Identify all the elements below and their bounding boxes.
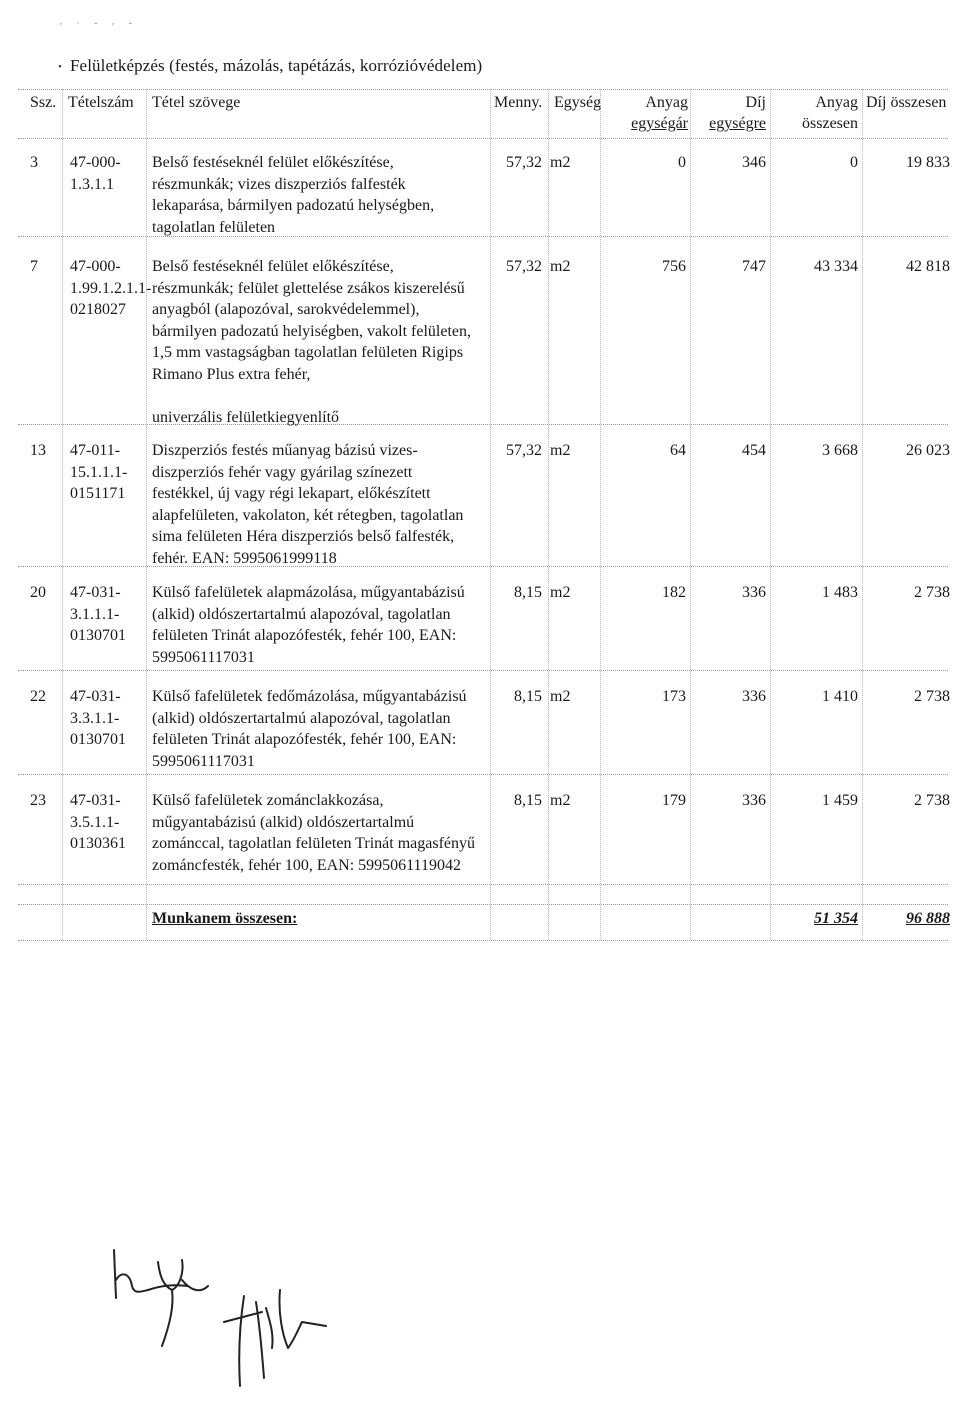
row-description: Belső festéseknél felület előkészítése, részmunkák; felület glettelése zsákos kiszerelésű anyagból (alapozóval, sarokvédelemmel), bármilyen padozatú helyiségben, vakolt felületen, 1,5 mm vastagságban tagolatlan felületen Rigips Rimano Plus extra fehér, univerzális felületkiegyenlítő <box>152 258 471 427</box>
row-dij-osszesen: 2 738 <box>914 584 950 601</box>
row-ssz: 3 <box>30 154 38 171</box>
row-anyag-osszesen: 1 483 <box>822 584 858 601</box>
row-anyag-osszesen: 3 668 <box>822 442 858 459</box>
row-ssz: 7 <box>30 258 38 275</box>
header-anyag-egysegar: Anyag egységár <box>631 94 688 132</box>
column-rule <box>770 89 771 940</box>
rule <box>18 774 948 775</box>
row-tetelszam: 47-000- 1.3.1.1 <box>70 154 121 193</box>
header-menny: Menny. <box>494 94 543 111</box>
header-egyseg: Egység <box>554 94 602 111</box>
scan-specks: ' ` ˇ ʹ ˇ <box>60 22 138 33</box>
total-label: Munkanem összesen: <box>152 910 298 927</box>
row-anyag-egysegar: 173 <box>662 688 686 705</box>
rule <box>18 940 948 941</box>
row-description: Diszperziós festés műanyag bázisú vizes- diszperziós fehér vagy gyárilag színezett festékkel, új vagy régi lekapart, előkészített alapfelületen, vakolaton, két rétegben, tagolatlan sima felületen Héra diszperziós belső falfesték, fehér. EAN: 5995061999118 <box>152 442 464 567</box>
row-dij-osszesen: 19 833 <box>906 154 950 171</box>
row-menny: 8,15 <box>514 792 542 809</box>
row-tetelszam: 47-031- 3.3.1.1- 0130701 <box>70 688 126 749</box>
row-description: Külső fafelületek fedőmázolása, műgyantabázisú (alkid) oldószertartalmú alapozóval, tagolatlan felületen Trinát alapozófesték, fehér 100, EAN: 5995061117031 <box>152 688 467 770</box>
column-rule <box>62 89 63 940</box>
row-anyag-egysegar: 64 <box>670 442 686 459</box>
signature-icon <box>222 1282 332 1392</box>
row-tetelszam: 47-031- 3.1.1.1- 0130701 <box>70 584 126 645</box>
row-anyag-egysegar: 182 <box>662 584 686 601</box>
row-anyag-egysegar: 179 <box>662 792 686 809</box>
rule <box>18 884 948 885</box>
rule <box>18 89 948 90</box>
header-dij-osszesen: Díj összesen <box>866 94 947 111</box>
row-dij-osszesen: 2 738 <box>914 792 950 809</box>
row-menny: 57,32 <box>506 258 542 275</box>
row-ssz: 20 <box>30 584 46 601</box>
row-anyag-osszesen: 43 334 <box>814 258 858 275</box>
row-dij-egysegre: 346 <box>742 154 766 171</box>
row-dij-egysegre: 336 <box>742 584 766 601</box>
row-anyag-osszesen: 0 <box>850 154 858 171</box>
total-anyag-osszesen: 51 354 <box>814 910 858 927</box>
row-dij-egysegre: 336 <box>742 688 766 705</box>
rule <box>18 670 948 671</box>
row-dij-egysegre: 454 <box>742 442 766 459</box>
row-anyag-egysegar: 756 <box>662 258 686 275</box>
row-dij-osszesen: 42 818 <box>906 258 950 275</box>
column-rule <box>548 89 549 940</box>
bullet-icon: • <box>58 61 62 73</box>
column-rule <box>490 89 491 940</box>
row-description: Külső fafelületek zománclakkozása, műgyantabázisú (alkid) oldószertartalmú zománccal, tagolatlan felületen Trinát magasfényű zománcfesték, fehér 100, EAN: 5995061119042 <box>152 792 475 874</box>
row-dij-egysegre: 336 <box>742 792 766 809</box>
row-egyseg: m2 <box>550 584 571 601</box>
row-egyseg: m2 <box>550 688 571 705</box>
row-ssz: 13 <box>30 442 46 459</box>
row-tetelszam: 47-000- 1.99.1.2.1.1- 0218027 <box>70 258 152 319</box>
row-description: Külső fafelületek alapmázolása, műgyantabázisú (alkid) oldószertartalmú alapozóval, tagolatlan felületen Trinát alapozófesték, fehér 100, EAN: 5995061117031 <box>152 584 465 666</box>
row-anyag-osszesen: 1 459 <box>822 792 858 809</box>
row-dij-osszesen: 26 023 <box>906 442 950 459</box>
header-tetel-szovege: Tétel szövege <box>152 94 241 111</box>
row-anyag-egysegar: 0 <box>678 154 686 171</box>
row-dij-osszesen: 2 738 <box>914 688 950 705</box>
total-dij-osszesen: 96 888 <box>906 910 950 927</box>
row-menny: 8,15 <box>514 688 542 705</box>
row-ssz: 23 <box>30 792 46 809</box>
rule <box>18 138 948 139</box>
row-dij-egysegre: 747 <box>742 258 766 275</box>
header-dij-egysegre: Díj egységre <box>709 94 766 132</box>
row-egyseg: m2 <box>550 442 571 459</box>
section-title: Felületképzés (festés, mázolás, tapétázás, korrózióvédelem) <box>70 56 483 75</box>
rule <box>18 904 948 905</box>
signature-icon <box>148 1250 228 1360</box>
row-menny: 57,32 <box>506 442 542 459</box>
column-rule <box>862 89 863 940</box>
column-rule <box>690 89 691 940</box>
row-egyseg: m2 <box>550 792 571 809</box>
header-anyag-osszesen: Anyag összesen <box>802 94 858 132</box>
header-ssz: Ssz. <box>30 94 57 111</box>
row-egyseg: m2 <box>550 154 571 171</box>
column-rule <box>146 89 147 940</box>
row-menny: 8,15 <box>514 584 542 601</box>
row-ssz: 22 <box>30 688 46 705</box>
row-description: Belső festéseknél felület előkészítése, részmunkák; vizes diszperziós falfesték lekaparása, bármilyen padozatú helységben, tagolatlan felületen <box>152 154 435 236</box>
row-anyag-osszesen: 1 410 <box>822 688 858 705</box>
row-tetelszam: 47-031- 3.5.1.1- 0130361 <box>70 792 126 853</box>
row-tetelszam: 47-011- 15.1.1.1- 0151171 <box>70 442 128 503</box>
column-rule <box>600 89 601 940</box>
header-tetelszam: Tételszám <box>68 94 134 111</box>
row-menny: 57,32 <box>506 154 542 171</box>
row-egyseg: m2 <box>550 258 571 275</box>
